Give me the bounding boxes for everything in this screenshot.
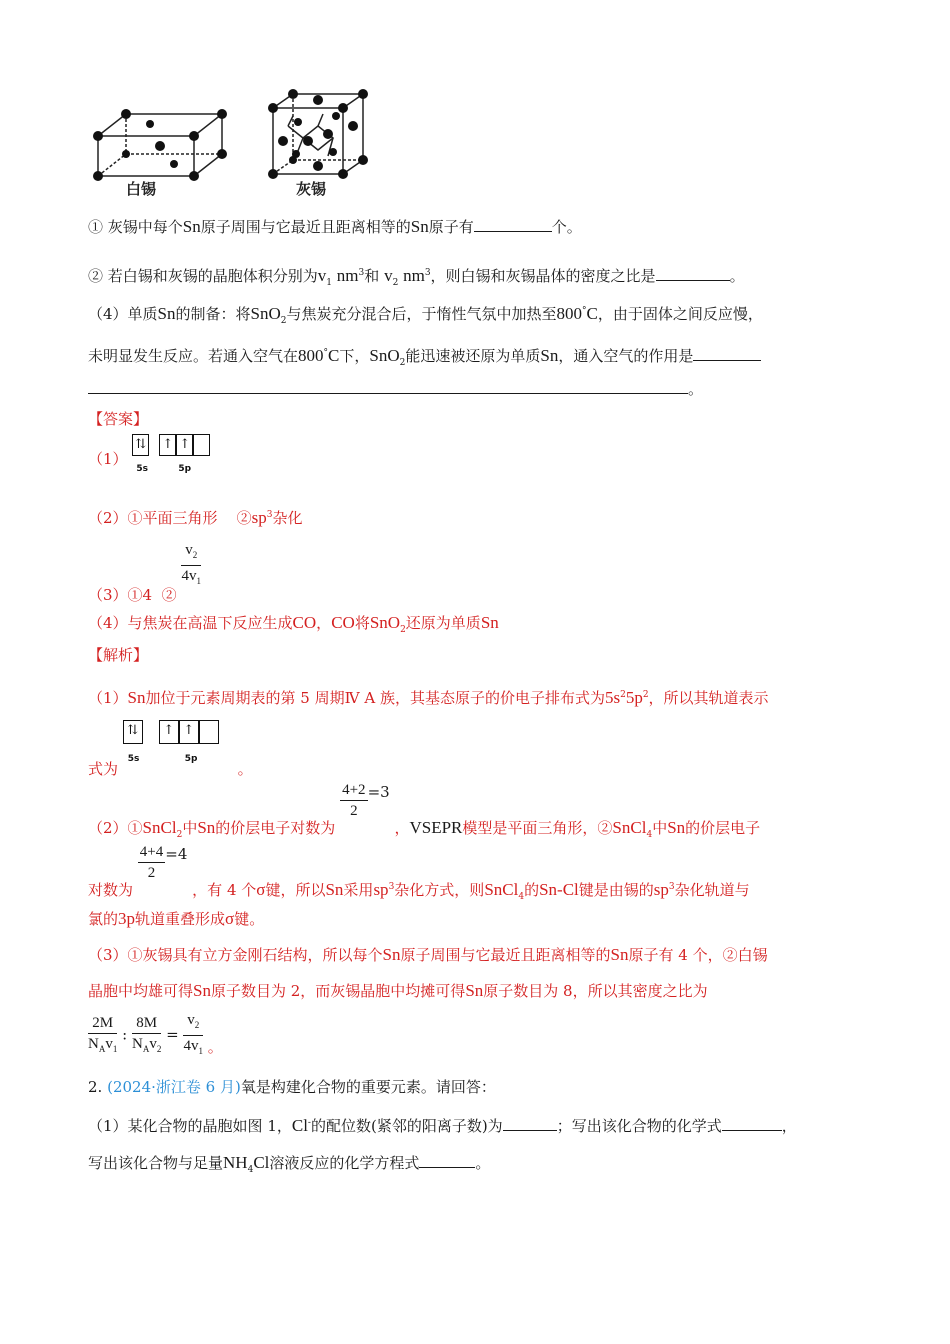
orbital-diagram-2: ⇅ ↑ ↑ 5s 5p (123, 720, 233, 764)
answer-3: （3）①4 ② $\frac{v_2}{4v_1}$ (88, 542, 201, 604)
answer-1: （1） ⇅ ↑ ↑ 5s 5p (88, 440, 862, 480)
question2-source: (2024·浙江卷 6 月) (107, 1078, 241, 1096)
answer-2: （2）①平面三角形 $②sp^3$杂化 (88, 508, 303, 527)
white-tin-caption: 白锡 (126, 180, 157, 198)
analysis-1-line1: （1）Sn加位于元素周期表的第 5 周期Ⅳ A 族，其基态原子的价电子排布式为$5s^25p^2$，所以其轨道表示 (88, 688, 769, 707)
answer-blank[interactable] (419, 1153, 475, 1168)
q3-part1: ① 灰锡中每个Sn原子周围与它最近且距离相等的Sn原子有 个。 (88, 217, 582, 236)
analysis-2-line1: （2）①SnCl$_2$中Sn的价层电子对数为 $\frac{4+2}{2}$ =3 ，VSEPR模型是平面三角形，②SnCl$_4$中Sn的价层电子 (88, 782, 761, 840)
analysis-3-density-ratio: $\frac{2M}{N_Av_1}$ : $\frac{8M}{N_Av_2}$ = $\frac{v_2}{4v_1}$ 。 (88, 1012, 223, 1056)
answer-4: （4）与焦炭在高温下反应生成CO，CO将SnO$_2$还原为单质Sn (88, 613, 499, 635)
answer-blank[interactable] (722, 1116, 782, 1131)
gray-tin-caption: 灰锡 (296, 180, 327, 198)
answer-blank-long[interactable] (88, 379, 688, 394)
question2-sub1-line1: （1）某化合物的晶胞如图 1，Cl-的配位数(紧邻的阳离子数)为 ；写出该化合物的化学式 ， (88, 1116, 797, 1135)
question2-sub1-line2: 写出该化合物与足量$NH_4Cl$溶液反应的化学方程式 。 (88, 1153, 491, 1175)
answer-blank[interactable] (693, 346, 761, 361)
orbital-diagram: ⇅ ↑ ↑ 5s 5p (132, 434, 228, 474)
analysis-3-line2: 晶胞中均雄可得Sn原子数目为 2，而灰锡晶胞中均摊可得Sn原子数目为 8，所以其密度之比为 (88, 981, 708, 1000)
q4-line1: （4）单质Sn的制备：将SnO$_2$与焦炭充分混合后，于惰性气氛中加热至800°C，由于固体之间反应慢， (88, 304, 763, 326)
q4-line3: 。 (88, 378, 862, 400)
answer-blank[interactable] (474, 217, 552, 232)
analysis-heading: 【解析】 (88, 646, 149, 664)
analysis-2-line3: 氯的3p轨道重叠形成σ键。 (88, 909, 265, 928)
answer-blank[interactable] (503, 1116, 557, 1131)
analysis-1-line2: 式为 ⇅ ↑ ↑ 5s 5p 。 (88, 720, 862, 768)
answer-blank[interactable] (656, 266, 730, 281)
q3-part2: ② 若白锡和灰锡的晶胞体积分别为$v_1$ $nm^3$和 $v_2$ $nm^3$，则白锡和灰锡晶体的密度之比是 。 (88, 266, 745, 288)
q4-line2: 未明显发生反应。若通入空气在800°C下，SnO$_2$能迅速被还原为单质Sn，通入空气的作用是 (88, 342, 862, 374)
answer-heading: 【答案】 (88, 410, 149, 428)
analysis-3-line1: （3）①灰锡具有立方金刚石结构，所以每个Sn原子周围与它最近且距离相等的Sn原子有 4 个，②白锡 (88, 945, 768, 964)
analysis-2-line2: 对数为 $\frac{4+4}{2}$ =4 ，有 4 个σ键，所以Sn采用$sp^3$杂化方式，则SnCl$_4$的Sn-Cl键是由锡的$sp^3$杂化轨道与 (88, 844, 750, 902)
question2-title: 2. (2024·浙江卷 6 月)氧是构建化合物的重要元素。请回答： (88, 1078, 496, 1096)
